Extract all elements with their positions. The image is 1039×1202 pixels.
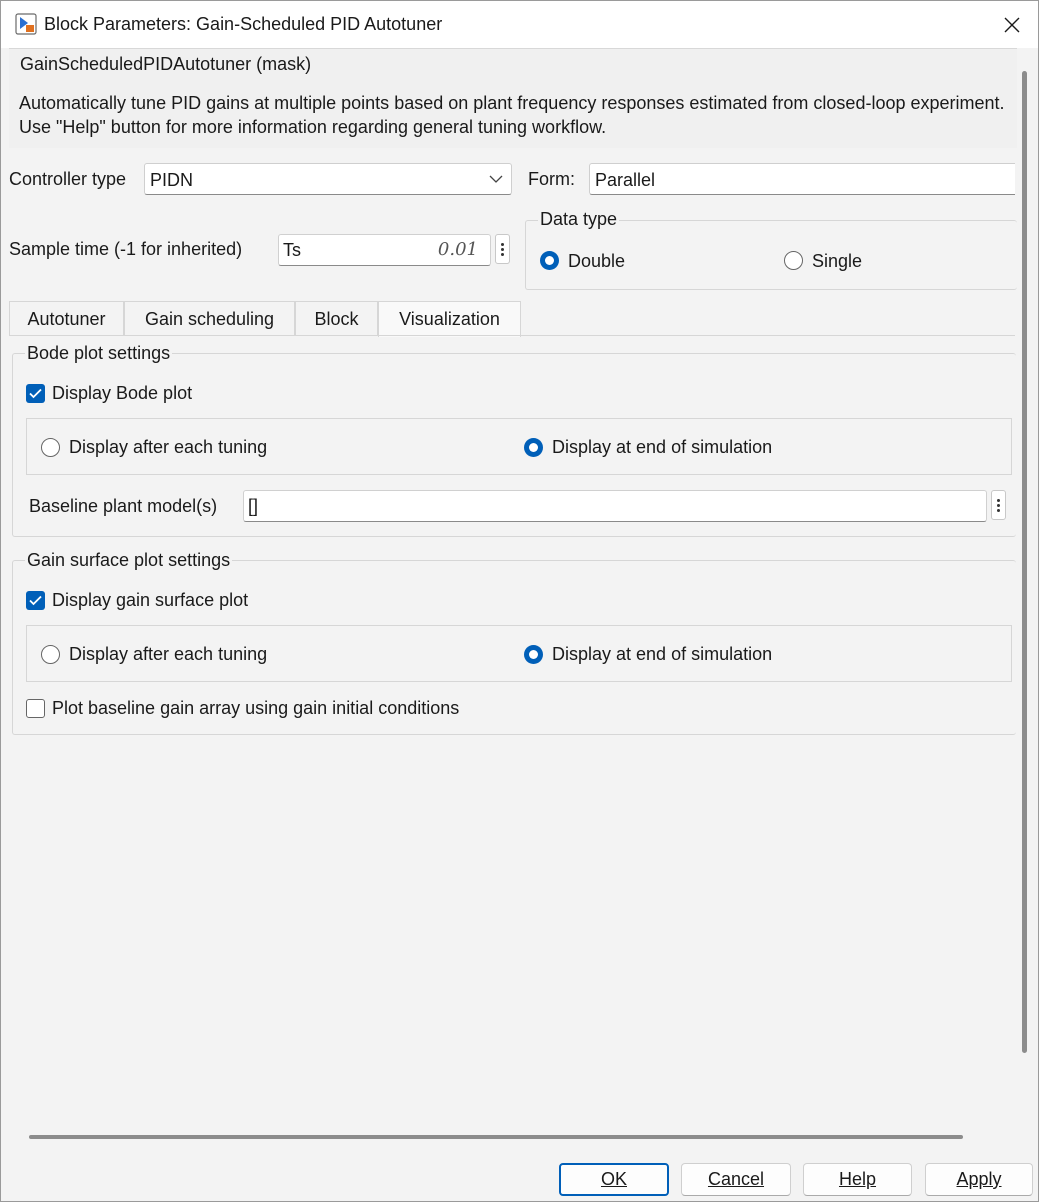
sample-time-field[interactable] (278, 234, 491, 266)
simulink-block-icon (15, 13, 37, 35)
horizontal-scrollbar[interactable] (29, 1135, 963, 1139)
baseline-plant-field[interactable] (243, 490, 987, 522)
tab-visualization[interactable]: Visualization (378, 301, 521, 337)
bode-end-sim-radio[interactable] (524, 438, 543, 457)
surface-after-each-label: Display after each tuning (69, 644, 268, 664)
bode-after-each-radio[interactable] (41, 438, 60, 457)
single-radio[interactable] (784, 251, 803, 270)
bode-end-sim-label: Display at end of simulation (552, 437, 773, 457)
baseline-gain-checkbox[interactable] (26, 699, 45, 718)
window-title: Block Parameters: Gain-Scheduled PID Autotuner (44, 14, 443, 34)
tab-block[interactable]: Block (295, 301, 378, 336)
gain-surface-title: Gain surface plot settings (27, 550, 231, 570)
vertical-scrollbar[interactable] (1022, 71, 1027, 1053)
bode-plot-title: Bode plot settings (27, 343, 171, 363)
ok-button[interactable] (559, 1163, 669, 1196)
tab-autotuner[interactable]: Autotuner (9, 301, 124, 336)
close-icon[interactable] (996, 9, 1028, 41)
double-label: Double (568, 251, 626, 271)
help-label: Help (838, 1169, 877, 1189)
baseline-plant-more-icon[interactable] (991, 490, 1006, 520)
cancel-button[interactable] (681, 1163, 791, 1196)
single-label: Single (812, 251, 863, 271)
sample-time-label: Sample time (-1 for inherited) (9, 239, 243, 259)
help-button[interactable] (803, 1163, 912, 1196)
form-value: Parallel (595, 170, 656, 190)
surface-end-sim-label: Display at end of simulation (552, 644, 773, 664)
surface-after-each-radio[interactable] (41, 645, 60, 664)
apply-label: Apply (956, 1169, 1002, 1189)
chevron-down-icon (489, 174, 503, 184)
controller-type-dropdown[interactable] (144, 163, 512, 195)
mask-description: Automatically tune PID gains at multiple points based on plant frequency responses estimated from closed-loop experiment. Use "Help" button for more information regarding general tuning workflow. (19, 93, 1005, 137)
sample-time-value: Ts (283, 240, 301, 260)
display-bode-checkbox[interactable] (26, 384, 45, 403)
baseline-plant-value: [] (248, 496, 259, 516)
controller-type-label: Controller type (9, 169, 127, 189)
double-radio[interactable] (540, 251, 559, 270)
surface-end-sim-radio[interactable] (524, 645, 543, 664)
mask-title: GainScheduledPIDAutotuner (mask) (20, 54, 312, 74)
display-bode-label: Display Bode plot (52, 383, 193, 403)
baseline-plant-label: Baseline plant model(s) (29, 496, 218, 516)
sample-time-more-icon[interactable] (495, 234, 510, 264)
display-surface-checkbox[interactable] (26, 591, 45, 610)
tab-gain-scheduling[interactable]: Gain scheduling (124, 301, 295, 336)
baseline-gain-label: Plot baseline gain array using gain initial conditions (52, 698, 460, 718)
form-dropdown[interactable] (589, 163, 1015, 195)
cancel-label: Cancel (707, 1169, 765, 1189)
data-type-title: Data type (540, 209, 618, 229)
bode-after-each-label: Display after each tuning (69, 437, 268, 457)
mask-description-panel (9, 48, 1017, 148)
controller-type-value: PIDN (150, 170, 194, 190)
ok-label: OK (600, 1169, 627, 1189)
form-label: Form: (528, 169, 575, 189)
apply-button[interactable] (925, 1163, 1033, 1196)
title-bar[interactable] (1, 1, 1038, 48)
display-surface-label: Display gain surface plot (52, 590, 249, 610)
sample-time-hint: 0.01 (437, 239, 478, 260)
